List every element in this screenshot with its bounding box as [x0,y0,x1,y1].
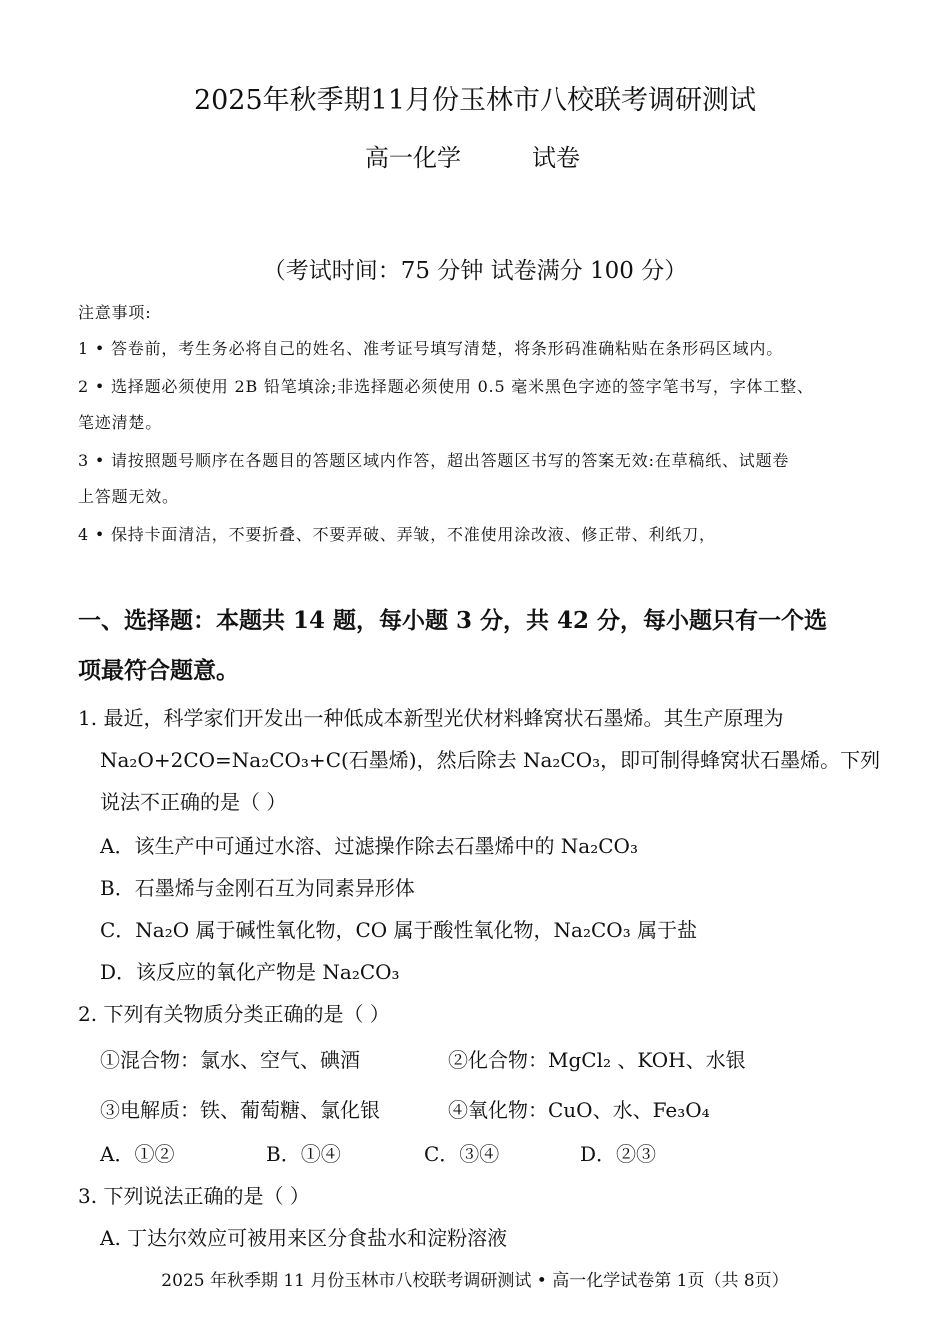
q2-option-b: B．①④ [266,1142,341,1166]
q2-item-1: ①混合物：氯水、空气、碘酒 [100,1048,360,1072]
q1-stem-cont: Na₂O+2CO=Na₂CO₃+C(石墨烯)，然后除去 Na₂CO₃，即可制得蜂窝状石墨烯。下列 [100,748,881,772]
q2-item-4: ④氧化物：CuO、水、Fe₃O₄ [448,1098,710,1122]
section-heading-cont: 项最符合题意。 [78,657,239,684]
q2-stem: 2. 下列有关物质分类正确的是（ ） [78,1002,390,1026]
q1-stem: 1. 最近，科学家们开发出一种低成本新型光伏材料蜂窝状石墨烯。其生产原理为 [78,706,784,730]
note-line: 4 • 保持卡面清洁，不要折叠、不要弄破、弄皱，不准使用涂改液、修正带、利纸刀， [78,525,716,544]
exam-info: （考试时间：75 分钟 试卷满分 100 分） [262,258,688,284]
q1-option-a: A．该生产中可通过水溶、过滤操作除去石墨烯中的 Na₂CO₃ [100,834,638,858]
section-heading: 一、选择题：本题共 14 题，每小题 3 分，共 42 分，每小题只有一个选 [78,607,828,634]
exam-paper-kind: 试卷 [532,144,580,172]
q1-stem-cont: 说法不正确的是（ ） [100,790,287,814]
q2-option-d: D．②③ [580,1142,657,1166]
q3-option-a: A. 丁达尔效应可被用来区分食盐水和淀粉溶液 [100,1226,508,1250]
q3-stem: 3. 下列说法正确的是（ ） [78,1184,310,1208]
note-line: 笔迹清楚。 [78,413,163,432]
notes-heading: 注意事项: [78,303,152,322]
q1-option-c: C．Na₂O 属于碱性氧化物，CO 属于酸性氧化物，Na₂CO₃ 属于盐 [100,918,698,942]
q2-option-c: C．③④ [424,1142,500,1166]
note-line: 1 • 答卷前，考生务必将自己的姓名、准考证号填写清楚，将条形码准确粘贴在条形码区域内。 [78,339,783,358]
note-line: 上答题无效。 [78,487,179,506]
q2-option-a: A．①② [100,1142,175,1166]
note-line: 2 • 选择题必须使用 2B 铅笔填涂;非选择题必须使用 0.5 毫米黑色字迹的签字笔书写，字体工整、 [78,377,814,396]
exam-title: 2025年秋季期11月份玉林市八校联考调研测试 [193,85,757,116]
exam-subject: 高一化学 [365,144,461,172]
q1-option-d: D．该反应的氧化产物是 Na₂CO₃ [100,960,400,984]
q2-item-3: ③电解质：铁、葡萄糖、氯化银 [100,1098,380,1122]
note-line: 3 • 请按照题号顺序在各题目的答题区域内作答，超出答题区书写的答案无效:在草稿纸、试题卷 [78,451,790,470]
q1-option-b: B．石墨烯与金刚石互为同素异形体 [100,876,415,900]
q2-item-2: ②化合物：MgCl₂ 、KOH、水银 [448,1048,746,1072]
page-footer: 2025 年秋季期 11 月份玉林市八校联考调研测试 • 高一化学试卷第 1页（共 8页） [161,1271,789,1291]
